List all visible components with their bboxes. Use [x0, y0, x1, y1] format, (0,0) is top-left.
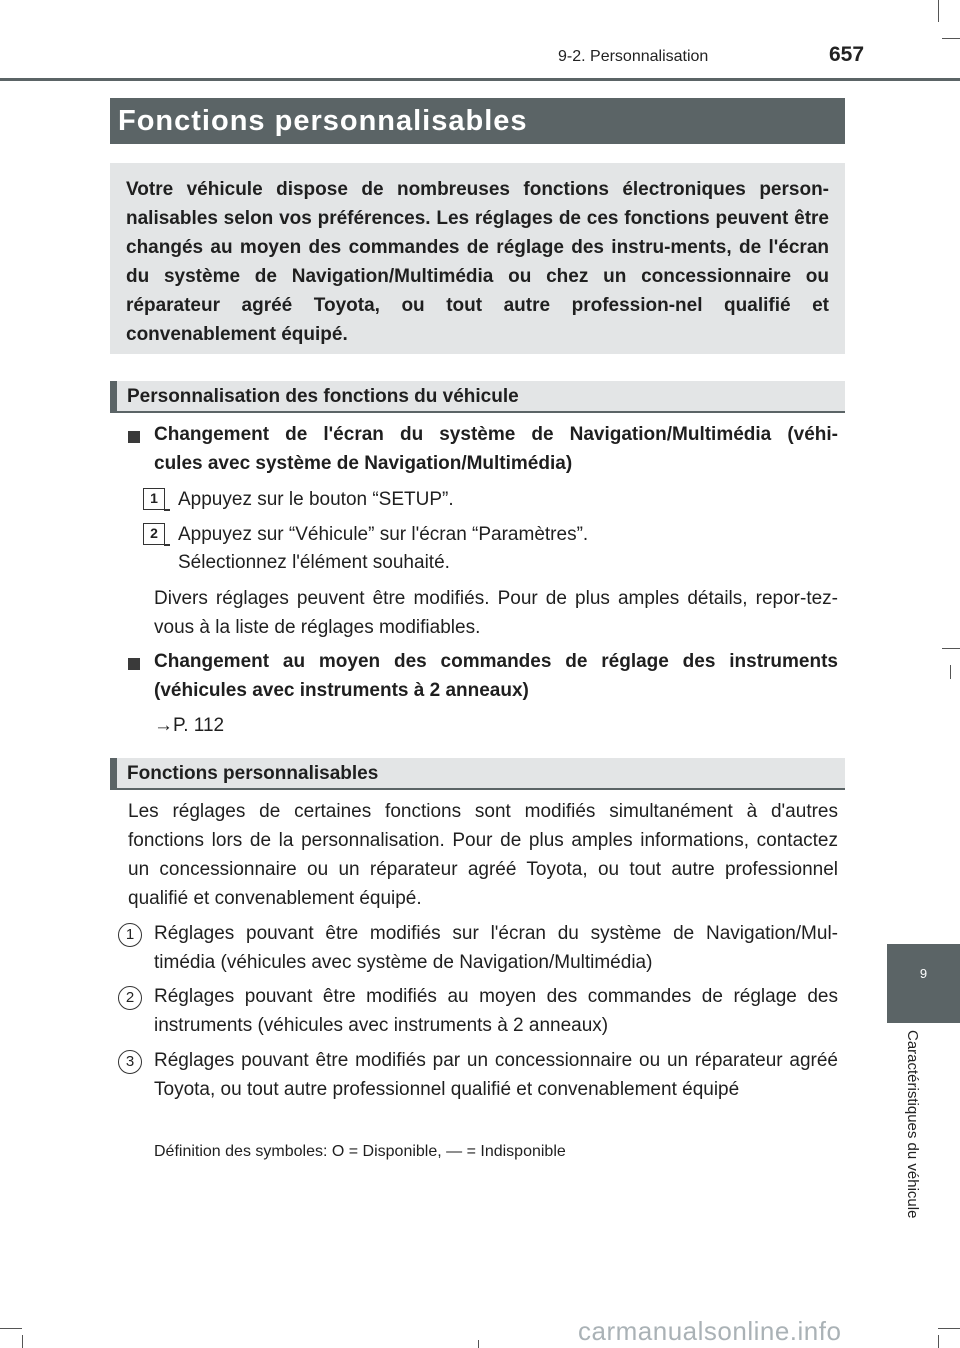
list-item: Réglages pouvant être modifiés par un concessionnaire ou un réparateur agréé Toyota, ou tout autre professionnel qualifié et convenablement équipé	[154, 1050, 838, 1100]
item-note: Divers réglages peuvent être modifiés. Pour de plus amples détails, repor-tez-vous à la liste de réglages modifiables.	[154, 588, 838, 638]
item-title-navigation	[154, 420, 838, 478]
page-reference-link[interactable]: →P. 112	[154, 715, 225, 736]
step-text: Appuyez sur le bouton “SETUP”.	[178, 489, 454, 510]
item-title-line: (véhicules avec instruments à 2 anneaux)	[154, 680, 529, 701]
section-heading-vehicle-customization: Personnalisation des fonctions du véhicule	[110, 381, 845, 413]
bullet-square-icon	[128, 658, 140, 670]
symbol-legend: Définition des symboles: O = Disponible, — = Indisponible	[154, 1143, 566, 1160]
step-subtext: Sélectionnez l'élément souhaité.	[178, 552, 450, 573]
header-section: 9-2. Personnalisation	[558, 48, 709, 65]
item-title-line: Changement de l'écran du système de Navigation/Multimédia (véhi-	[154, 424, 838, 445]
list-item: Réglages pouvant être modifiés au moyen des commandes de réglage des instruments (véhicules avec instruments à 2 anneaux)	[154, 986, 838, 1036]
item-title-instruments	[154, 647, 838, 705]
chapter-tab: 9	[887, 944, 960, 1023]
header-rule	[0, 78, 960, 81]
crop-mark	[942, 38, 960, 39]
intro-text: Votre véhicule dispose de nombreuses fonctions électroniques person-nalisables selon vos préférences. Les réglages de ces fonctions peuvent être changés au moyen des commandes de réglage des instru-ments, de l'écran du système de Navigation/Multimédia ou chez un concessionnaire ou réparateur agréé Toyota, ou tout autre profession-nel qualifié et convenablement équipé.	[126, 179, 829, 345]
watermark: carmanualsonline.info	[578, 1316, 842, 1346]
section-paragraph: Les réglages de certaines fonctions sont modifiés simultanément à d'autres fonctions lors de la personnalisation. Pour de plus amples informations, contactez un concessionnaire ou un réparateur agréé Toyota, ou tout autre professionnel qualifié et convenablement équipé.	[128, 801, 838, 909]
crop-mark	[0, 1328, 22, 1329]
page-title: Fonctions personnalisables	[110, 98, 845, 144]
crop-mark	[938, 1335, 939, 1348]
crop-mark	[22, 1335, 23, 1348]
intro-box	[110, 163, 845, 354]
step-number-box: 1	[143, 488, 165, 510]
page-number: 657	[829, 43, 865, 66]
crop-mark	[938, 1328, 960, 1329]
list-number-circle: 1	[118, 923, 142, 947]
list-item: Réglages pouvant être modifiés sur l'écran du système de Navigation/Mul-timédia (véhicules avec système de Navigation/Multimédia)	[154, 923, 838, 973]
section-heading-customizable-functions: Fonctions personnalisables	[110, 758, 845, 790]
step-text: Appuyez sur “Véhicule” sur l'écran “Paramètres”.	[178, 524, 589, 545]
item-title-line: Changement au moyen des commandes de réglage des instruments	[154, 651, 838, 672]
bullet-square-icon	[128, 431, 140, 443]
chapter-label: Caractéristiques du véhicule	[904, 1030, 921, 1219]
step-number-box: 2	[143, 523, 165, 545]
crop-mark	[938, 0, 939, 22]
crop-mark	[942, 648, 960, 649]
crop-mark	[478, 1340, 479, 1348]
crop-mark	[950, 665, 951, 679]
list-number-circle: 3	[118, 1050, 142, 1074]
item-title-line: cules avec système de Navigation/Multimédia)	[154, 453, 573, 474]
list-number-circle: 2	[118, 986, 142, 1010]
